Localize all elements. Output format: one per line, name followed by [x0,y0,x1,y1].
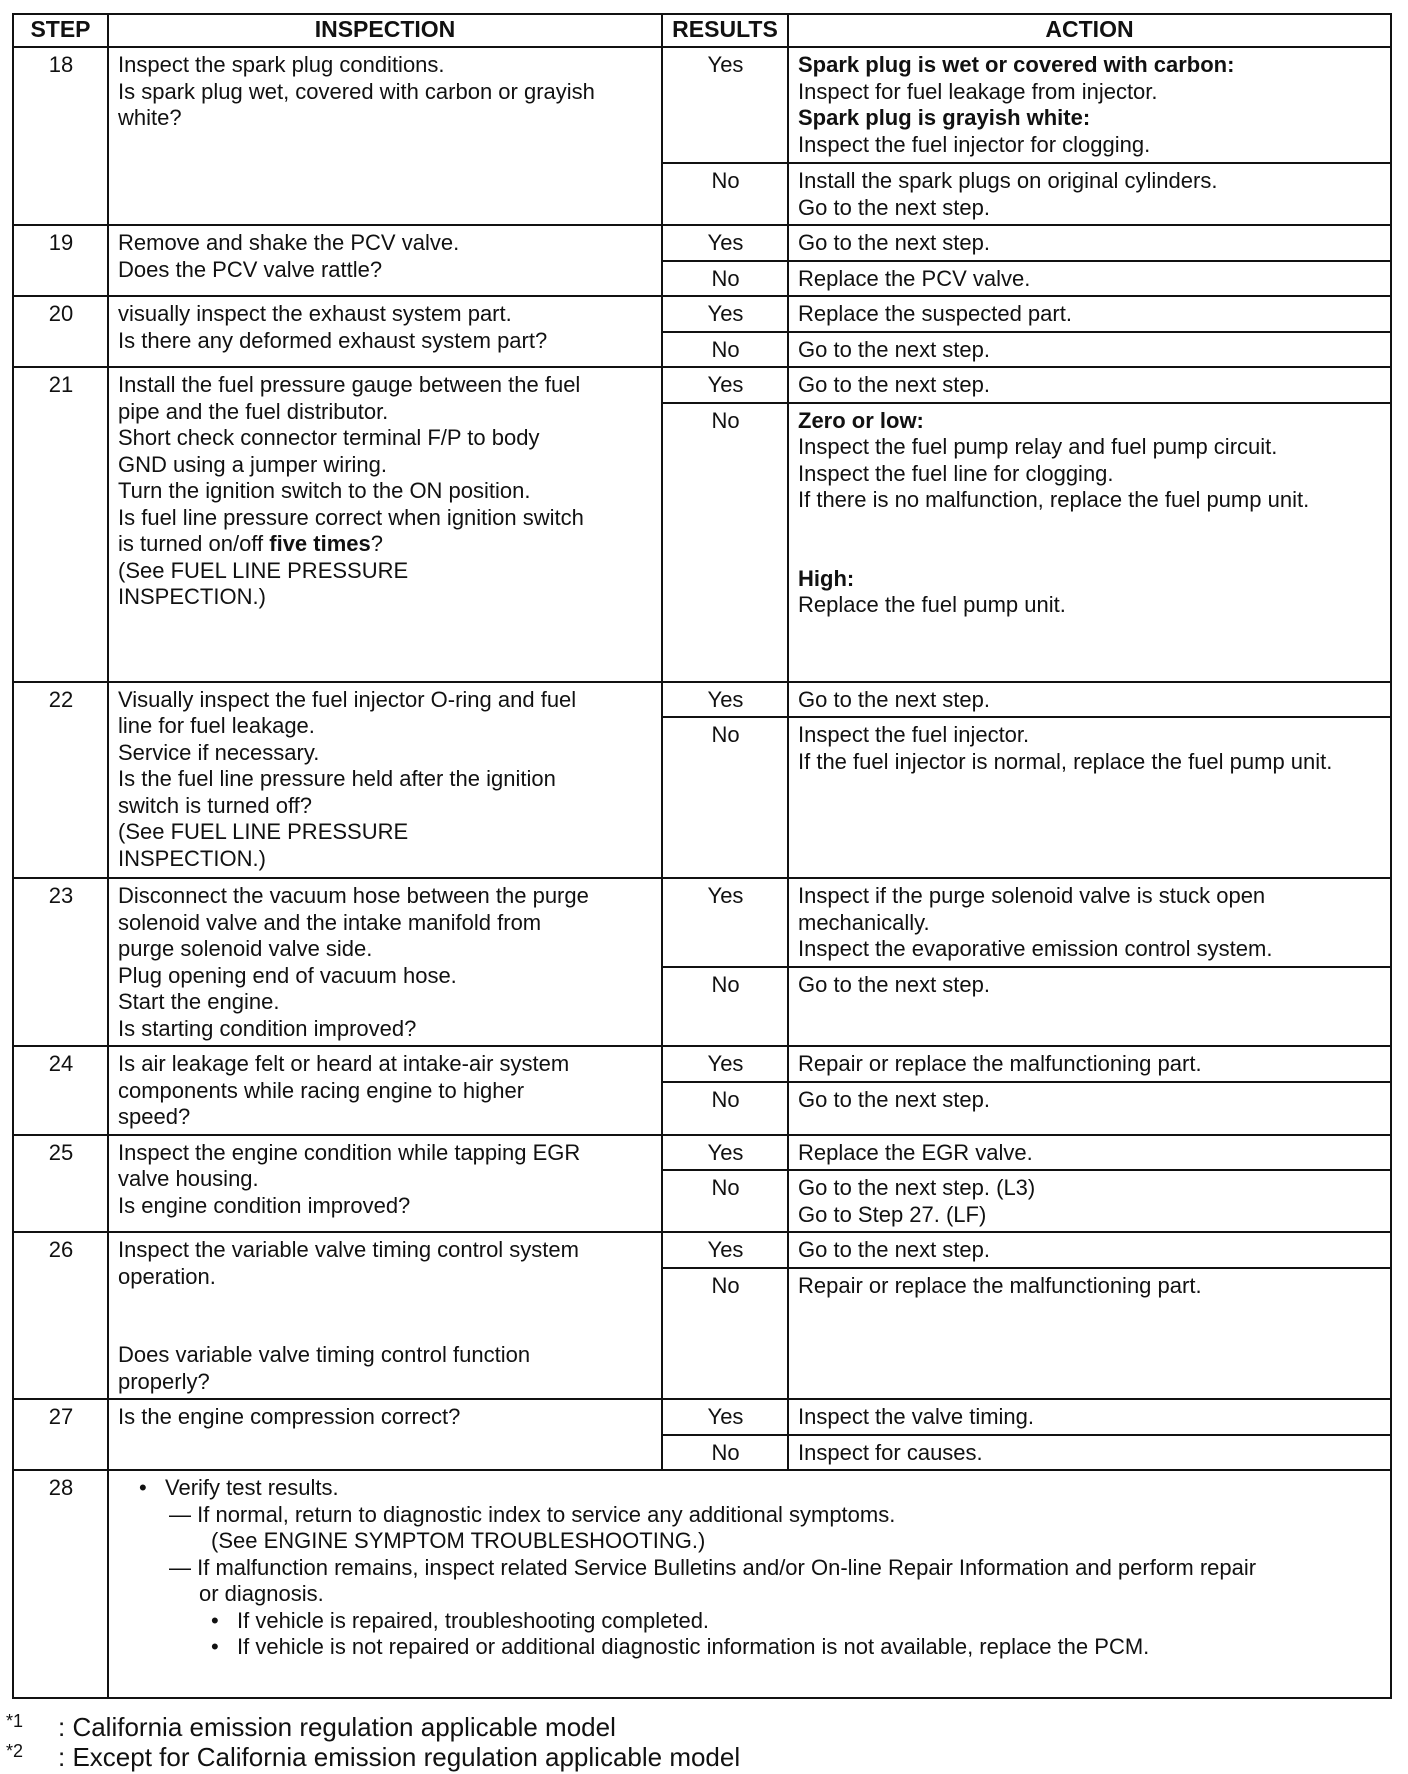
inspection-cell [108,1399,662,1470]
action-yes [788,682,1391,718]
verify-text: Verify test results. [165,1475,339,1500]
step-number: 21 [13,367,108,682]
spacer [118,1316,653,1342]
inspection-line: INSPECTION.) [118,584,266,609]
action-line: Go to the next step. [798,336,991,362]
table-row [13,1232,1391,1268]
action-line: Inspect the evaporative emission control system. [798,936,1273,961]
verify-text: If malfunction remains, inspect related Service Bulletins and/or On-line Repair Information and perform repair [197,1554,1257,1580]
inspection-cell [108,47,662,225]
result-yes: Yes [662,1046,788,1082]
step-number: 18 [13,47,108,225]
action-yes [788,225,1391,261]
troubleshooting-table [12,13,1392,1699]
spacer [798,514,1382,540]
inspection-cell [108,296,662,367]
action-no [788,1435,1391,1471]
result-no: No [662,717,788,878]
inspection-line: properly? [118,1368,210,1394]
action-line: Inspect the fuel injector for clogging. [798,131,1151,157]
table-row [13,296,1391,332]
action-heading: Zero or low: [798,407,924,433]
action-yes [788,367,1391,403]
action-line: Go to the next step. [798,1237,991,1262]
result-yes: Yes [662,682,788,718]
inspection-line: Is engine condition improved? [118,1192,411,1218]
action-line: Replace the fuel pump unit. [798,592,1066,617]
inspection-line: Start the engine. [118,989,280,1014]
inspection-line: Is starting condition improved? [118,1015,417,1041]
action-no [788,332,1391,368]
inspection-line: INSPECTION.) [118,845,266,871]
action-no [788,717,1391,878]
footnote [6,1742,740,1772]
action-line: If the fuel injector is normal, replace the fuel pump unit. [798,748,1333,774]
result-yes: Yes [662,1232,788,1268]
inspection-line: (See FUEL LINE PRESSURE [118,819,409,844]
inspection-line: Inspect the engine condition while tapping EGR [118,1139,581,1165]
inspection-text: is turned on/off [118,531,270,556]
inspection-line [118,531,653,558]
verify-text: If vehicle is not repaired or additional diagnostic information is not available, replace the PCM. [237,1634,1150,1659]
inspection-line: Turn the ignition switch to the ON position. [118,478,531,503]
inspection-line: Is the engine compression correct? [118,1404,461,1429]
footnotes [6,1712,740,1772]
result-no: No [662,1268,788,1399]
inspection-line: Is spark plug wet, covered with carbon or grayish [118,78,595,104]
header-step: STEP [13,14,108,47]
action-yes [788,878,1391,967]
table-row [13,225,1391,261]
action-no [788,163,1391,225]
inspection-cell [108,878,662,1046]
step-number: 26 [13,1232,108,1399]
result-no: No [662,967,788,1046]
action-line: Install the spark plugs on original cylinders. [798,168,1218,193]
action-no [788,1268,1391,1399]
verify-line [139,1475,1382,1502]
action-line: If there is no malfunction, replace the fuel pump unit. [798,487,1310,512]
action-line: Inspect the fuel pump relay and fuel pump circuit. [798,434,1278,459]
inspection-cell [108,225,662,296]
inspection-line: valve housing. [118,1166,259,1191]
result-no: No [662,1082,788,1135]
action-line: Inspect if the purge solenoid valve is stuck open [798,883,1266,908]
step-number: 24 [13,1046,108,1135]
bullet-icon: • [211,1634,219,1659]
header-action: ACTION [788,14,1391,47]
action-line: Go to the next step. [798,971,991,997]
inspection-line: line for fuel leakage. [118,713,315,738]
step-number: 19 [13,225,108,296]
table-row [13,878,1391,967]
action-line: Repair or replace the malfunctioning part. [798,1051,1202,1076]
action-yes [788,1135,1391,1171]
inspection-line: (See FUEL LINE PRESSURE [118,557,409,583]
verify-line: (See ENGINE SYMPTOM TROUBLESHOOTING.) [211,1528,706,1553]
inspection-line: Is the fuel line pressure held after the ignition [118,766,556,791]
action-line: Inspect for fuel leakage from injector. [798,78,1158,104]
table-row [13,1046,1391,1082]
step-number: 22 [13,682,108,879]
action-line: Inspect the fuel injector. [798,722,1030,747]
inspection-line: Visually inspect the fuel injector O-ring and fuel [118,686,577,712]
inspection-line: Install the fuel pressure gauge between the fuel [118,372,581,397]
verify-line: or diagnosis. [199,1581,324,1606]
inspection-cell [108,1046,662,1135]
action-no [788,403,1391,682]
action-line: Go to the next step. [798,1086,991,1112]
step-number: 20 [13,296,108,367]
verify-line [139,1608,1382,1635]
action-line: Go to the next step. (L3) [798,1175,1036,1200]
action-line: Go to the next step. [798,372,991,397]
action-heading: High: [798,565,855,591]
table-row [13,1399,1391,1435]
action-line: Replace the EGR valve. [798,1139,1033,1165]
bullet-icon: • [211,1607,219,1633]
footnote-text: : California emission regulation applicable model [58,1712,616,1742]
inspection-cell [108,1135,662,1233]
verify-text: If vehicle is repaired, troubleshooting completed. [237,1607,710,1633]
footnote-mark: *2 [6,1741,24,1761]
action-no [788,261,1391,297]
table-header-row [13,14,1391,47]
step-number: 28 [13,1470,108,1698]
inspection-line: purge solenoid valve side. [118,936,373,961]
action-yes [788,1232,1391,1268]
inspection-line: Short check connector terminal F/P to body [118,425,540,450]
action-no [788,1170,1391,1232]
result-yes: Yes [662,47,788,163]
inspection-cell [108,1232,662,1399]
footnote-text: : Except for California emission regulation applicable model [58,1742,741,1772]
table-row [13,1135,1391,1171]
result-yes: Yes [662,878,788,967]
result-yes: Yes [662,225,788,261]
action-line: Inspect for causes. [798,1439,983,1465]
inspection-line: switch is turned off? [118,792,313,818]
inspection-line: Remove and shake the PCV valve. [118,230,460,255]
inspection-line: Is air leakage felt or heard at intake-air system [118,1051,570,1076]
verify-cell [108,1470,1391,1698]
result-no: No [662,163,788,225]
action-line: Go to Step 27. (LF) [798,1201,987,1227]
step-number: 27 [13,1399,108,1470]
inspection-line: visually inspect the exhaust system part. [118,301,512,326]
action-line: Replace the PCV valve. [798,265,1031,291]
action-line: Go to the next step. [798,686,991,712]
result-yes: Yes [662,296,788,332]
result-yes: Yes [662,367,788,403]
action-line: Replace the suspected part. [798,301,1072,326]
table-row [13,47,1391,163]
action-heading: Spark plug is wet or covered with carbon: [798,52,1235,77]
action-line: Go to the next step. [798,194,991,220]
inspection-line: Service if necessary. [118,739,320,765]
action-yes [788,47,1391,163]
action-line: Inspect the fuel line for clogging. [798,460,1114,486]
footnote-mark: *1 [6,1711,24,1731]
inspection-line: pipe and the fuel distributor. [118,398,389,424]
inspection-line: solenoid valve and the intake manifold from [118,909,542,935]
emphasis-text: five times [269,531,371,556]
spacer [118,1290,653,1316]
inspection-line: Does the PCV valve rattle? [118,256,383,282]
footnote [6,1712,740,1742]
inspection-line: Is fuel line pressure correct when ignition switch [118,504,584,530]
action-line: Inspect the valve timing. [798,1404,1035,1429]
step-number: 25 [13,1135,108,1233]
result-yes: Yes [662,1399,788,1435]
dash-icon: — [169,1501,191,1527]
action-no [788,967,1391,1046]
inspection-line: Inspect the spark plug conditions. [118,52,445,77]
spacer [798,540,1382,566]
bullet-icon: • [139,1475,147,1500]
action-line: mechanically. [798,909,930,935]
inspection-line: components while racing engine to higher [118,1077,525,1103]
table-row [13,367,1391,403]
inspection-cell [108,682,662,879]
verify-line [139,1502,1382,1529]
result-no: No [662,332,788,368]
action-no [788,1082,1391,1135]
action-yes [788,1046,1391,1082]
inspection-line: white? [118,105,182,130]
inspection-line: speed? [118,1104,191,1129]
inspection-text: ? [370,531,383,556]
table-row [13,1470,1391,1698]
inspection-line: operation. [118,1263,216,1289]
verify-text: If normal, return to diagnostic index to service any additional symptoms. [197,1501,896,1527]
action-heading: Spark plug is grayish white: [798,105,1091,130]
inspection-line: GND using a jumper wiring. [118,451,387,477]
table-row [13,682,1391,718]
inspection-line: Is there any deformed exhaust system part? [118,327,548,353]
dash-icon: — [169,1554,191,1580]
action-yes [788,1399,1391,1435]
header-inspection: INSPECTION [108,14,662,47]
result-yes: Yes [662,1135,788,1171]
inspection-line: Inspect the variable valve timing control system [118,1237,579,1262]
result-no: No [662,261,788,297]
step-number: 23 [13,878,108,1046]
result-no: No [662,403,788,682]
action-line: Go to the next step. [798,230,991,255]
action-yes [788,296,1391,332]
header-results: RESULTS [662,14,788,47]
inspection-line: Disconnect the vacuum hose between the purge [118,883,589,908]
inspection-line: Plug opening end of vacuum hose. [118,962,457,988]
verify-line [139,1555,1382,1582]
result-no: No [662,1435,788,1471]
action-line: Repair or replace the malfunctioning part. [798,1272,1202,1298]
verify-line [139,1634,1382,1661]
inspection-cell [108,367,662,682]
result-no: No [662,1170,788,1232]
inspection-line: Does variable valve timing control function [118,1342,531,1367]
